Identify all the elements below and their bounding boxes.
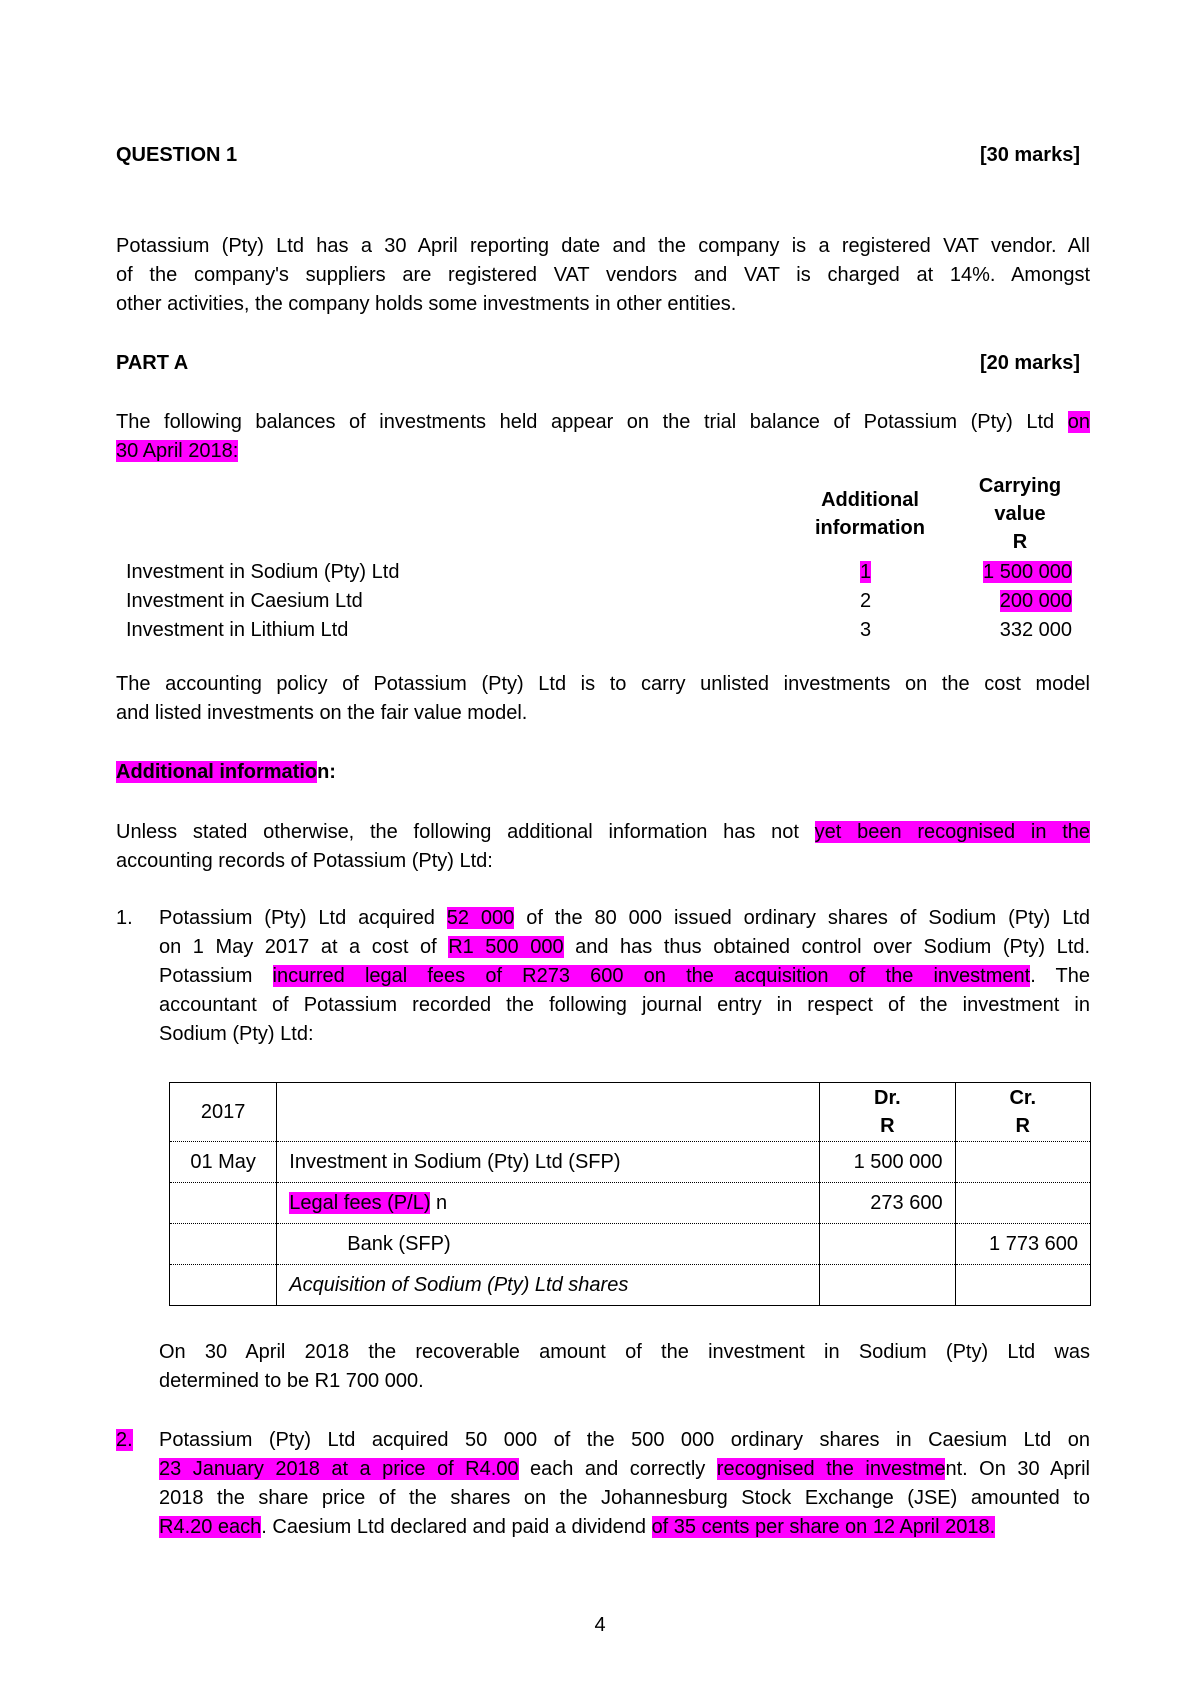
table-row: Bank (SFP) 1 773 600 [170,1224,1091,1265]
table-row: 01 May Investment in Sodium (Pty) Ltd (SFP) 1 500 000 [170,1142,1091,1183]
investment-name: Investment in Lithium Ltd [126,619,349,641]
item-2-paragraph: Potassium (Pty) Ltd acquired 50 000 of the 500 000 ordinary shares in Caesium Ltd on 23 January 2018 at a price of R4.00 each and correctly recognised the investment. On 30 April 2018 the share price of the shares on the Johannesburg Stock Exchange (JSE) amounted to R4.20 each. Caesium Ltd declared and paid a dividend of 35 cents per share on 12 April 2018. [159,1429,1090,1538]
col-header-additional-info: Additional information [815,489,925,539]
investment-name: Investment in Sodium (Pty) Ltd [126,561,400,583]
part-a-marks: [20 marks] [979,352,1080,374]
investment-info-ref: 3 [860,619,872,641]
item-number: 2. [116,1429,133,1451]
investment-value: 200 000 [999,590,1072,612]
table-row: Legal fees (P/L) n 273 600 [170,1183,1091,1224]
investment-name: Investment in Caesium Ltd [126,590,363,612]
recoverable-paragraph: On 30 April 2018 the recoverable amount of the investment in Sodium (Pty) Ltd was determined to be R1 700 000. [159,1341,1090,1392]
page-number: 4 [594,1614,606,1636]
additional-info-heading: Additional information: [116,761,336,783]
investment-info-ref: 1 [860,561,872,583]
dr-header: Dr. R [820,1083,955,1142]
table-row [170,1083,1091,1142]
table-row: Acquisition of Sodium (Pty) Ltd shares [170,1265,1091,1306]
part-a-title: PART A [116,352,189,374]
investment-value: 332 000 [999,619,1072,641]
investment-info-ref: 2 [860,590,872,612]
item-1-paragraph: Potassium (Pty) Ltd acquired 52 000 of the 80 000 issued ordinary shares of Sodium (Pty) Ltd on 1 May 2017 at a cost of R1 500 000 and has thus obtained control over Sodium (Pty) Ltd. Potassium incurred legal fees of R273 600 on the acquisition of the investment. The accountant of Potassium recorded the following journal entry in respect of the investment in Sodium (Pty) Ltd: [159,907,1091,1045]
journal-entry-table [169,1082,1091,1306]
investment-value: 1 500 000 [983,561,1072,583]
col-header-carrying-value: Carrying value R [978,475,1062,553]
question-marks: [30 marks] [979,144,1080,166]
item-number: 1. [116,907,133,929]
question-title: QUESTION 1 [116,144,238,166]
intro-paragraph: Potassium (Pty) Ltd has a 30 April reporting date and the company is a registered VAT vendor. All of the company's suppliers are registered VAT vendors and VAT is charged at 14%. Amongst other activities, the company holds some investments in other entities. [116,235,1090,315]
policy-paragraph: The accounting policy of Potassium (Pty) Ltd is to carry unlisted investments on the cost model and listed investments on the fair value model. [116,673,1090,724]
journal-year: 2017 [170,1083,277,1142]
unless-paragraph: Unless stated otherwise, the following additional information has not yet been recognised in the accounting records of Potassium (Pty) Ltd: [116,821,1091,872]
cr-header: Cr. R [955,1083,1090,1142]
balances-intro: The following balances of investments held appear on the trial balance of Potassium (Pty) Ltd on 30 April 2018: [116,411,1091,462]
